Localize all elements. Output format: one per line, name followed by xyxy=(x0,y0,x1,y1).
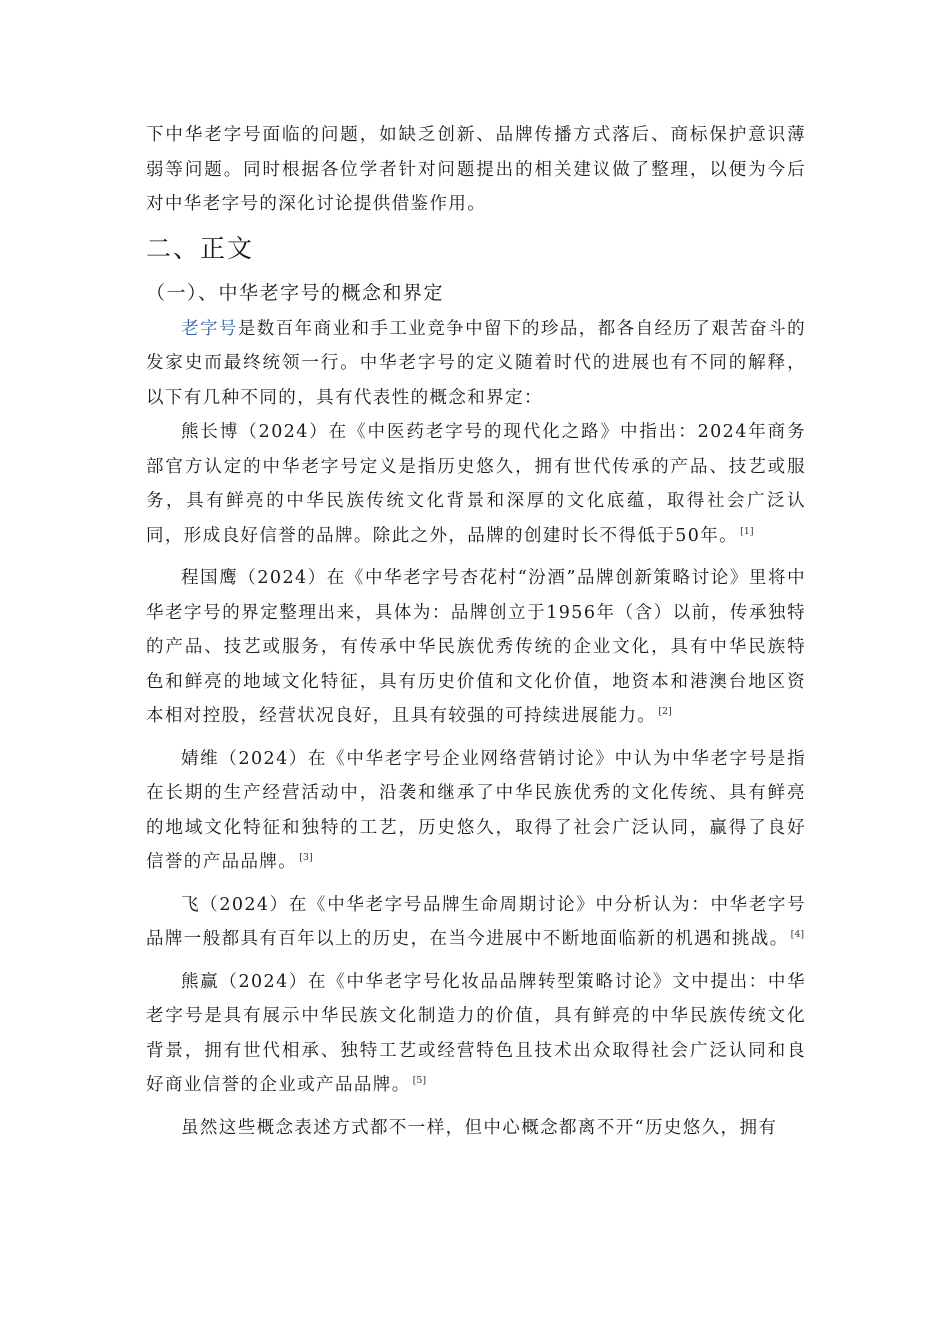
lao-zi-hao-link[interactable]: 老字号 xyxy=(181,318,238,339)
paragraph-text: 熊赢（2024）在《中华老字号化妆品品牌转型策略讨论》文中提出：中华老字号是具有展示中华民族文化制造力的价值，具有鲜亮的中华民族传统文化背景，拥有世代相承、独特工艺或经营特色且技术出众取得社会广泛认同和良好商业信誉的企业或产品品牌。 xyxy=(146,971,806,1095)
page-content xyxy=(146,118,806,1145)
paragraph-xiong-changbo xyxy=(146,415,806,553)
paragraph-fei xyxy=(146,888,806,957)
citation-ref-4[interactable]: [4] xyxy=(790,929,805,940)
subsection-heading: （一）、中华老字号的概念和界定 xyxy=(146,281,445,304)
paragraph-summary xyxy=(146,1111,806,1146)
intro-paragraph: 下中华老字号面临的问题，如缺乏创新、品牌传播方式落后、商标保护意识薄弱等问题。同时根据各位学者针对问题提出的相关建议做了整理，以便为今后对中华老字号的深化讨论提供借鉴作用。 xyxy=(146,125,806,214)
citation-ref-5[interactable]: [5] xyxy=(412,1075,427,1086)
paragraph-text: 熊长博（2024）在《中医药老字号的现代化之路》中指出：2024年商务部官方认定的中华老字号定义是指历史悠久，拥有世代传承的产品、技艺或服务，具有鲜亮的中华民族传统文化背景和深厚的文化底蕴，取得社会广泛认同，形成良好信誉的品牌。除此之外，品牌的创建时长不得低于50年。 xyxy=(146,422,806,546)
citation-ref-2[interactable]: [2] xyxy=(658,706,672,717)
paragraph-xiong-ying xyxy=(146,965,806,1103)
paragraph-cheng-guoying xyxy=(146,561,806,734)
citation-ref-3[interactable]: [3] xyxy=(299,852,313,863)
paragraph-jingwei xyxy=(146,742,806,880)
paragraph-text: 是数百年商业和手工业竞争中留下的珍品，都各自经历了艰苦奋斗的发家史而最终统领一行。中华老字号的定义随着时代的进展也有不同的解释，以下有几种不同的，具有代表性的概念和界定： xyxy=(146,318,807,408)
paragraph-text: 虽然这些概念表述方式都不一样，但中心概念都离不开“历史悠久，拥有 xyxy=(181,1117,778,1138)
paragraph-text: 程国鹰（2024）在《中华老字号杏花村“汾酒”品牌创新策略讨论》里将中华老字号的界定整理出来，具体为：品牌创立于1956年（含）以前，传承独特的产品、技艺或服务，有传承中华民族优秀传统的企业文化，具有中华民族特色和鲜亮的地域文化特征，具有历史价值和文化价值，地资本和港澳台地区资本相对控股，经营状况良好，且具有较强的可持续进展能力。 xyxy=(146,568,806,726)
citation-ref-1[interactable]: [1] xyxy=(740,525,754,537)
paragraph-definition xyxy=(146,312,806,416)
paragraph-text: 飞（2024）在《中华老字号品牌生命周期讨论》中分析认为：中华老字号品牌一般都具有百年以上的历史，在当今进展中不断地面临新的机遇和挑战。 xyxy=(146,894,806,949)
section-heading: 二、正文 xyxy=(146,233,255,263)
paragraph-text: 婧维（2024）在《中华老字号企业网络营销讨论》中认为中华老字号是指在长期的生产经营活动中，沿袭和继承了中华民族优秀的文化传统、具有鲜亮的地域文化特征和独特的工艺，历史悠久，取得了社会广泛认同，赢得了良好信誉的产品品牌。 xyxy=(146,748,806,872)
